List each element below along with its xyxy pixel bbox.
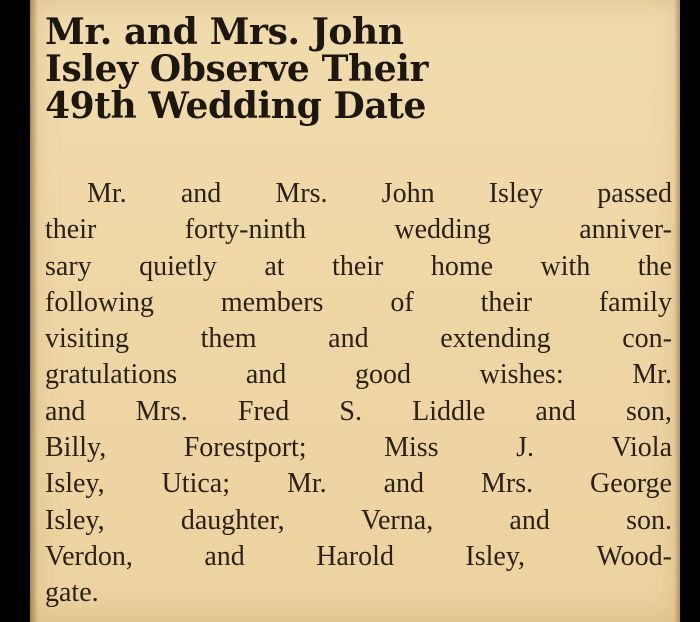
body-word: and — [383, 468, 425, 500]
body-word: and — [509, 504, 550, 536]
body-word: son, — [626, 395, 672, 427]
body-line — [45, 212, 672, 248]
body-word: visiting — [45, 323, 130, 355]
body-line — [45, 249, 672, 285]
body-word: Wood- — [596, 540, 672, 572]
body-word: John — [381, 178, 435, 209]
body-word: good — [354, 359, 411, 391]
headline-line-1: Mr. and Mrs. John — [45, 11, 404, 53]
body-word: wishes: — [479, 359, 564, 391]
body-word: gate. — [45, 577, 99, 609]
body-word: extending — [440, 323, 551, 355]
body-word: with — [540, 250, 591, 282]
body-word: forty-ninth — [184, 214, 307, 246]
headline — [45, 11, 665, 127]
newspaper-clipping — [30, 0, 680, 622]
body-word: members — [220, 286, 324, 318]
body-word: Fred — [237, 395, 290, 427]
body-word: Mrs. — [135, 395, 188, 427]
body-word: and — [45, 395, 86, 427]
body-line — [45, 539, 672, 575]
body-word: J. — [516, 432, 534, 464]
body-word: and — [328, 323, 369, 355]
clipping-left-edge — [30, 0, 38, 622]
body-word: their — [480, 286, 532, 318]
body-word: their — [332, 250, 384, 282]
body-word: at — [264, 250, 285, 282]
body-word: quietly — [139, 250, 217, 282]
body-line — [45, 285, 672, 321]
body-word: Isley, — [465, 540, 525, 572]
body-word: and — [535, 395, 576, 427]
headline-line-3: 49th Wedding Date — [45, 85, 427, 127]
body-word: Miss — [384, 432, 439, 464]
body-word: and — [245, 359, 287, 391]
body-line — [45, 575, 672, 611]
body-line — [45, 503, 672, 539]
body-line — [45, 321, 672, 357]
body-word: Forestport; — [183, 432, 307, 464]
body-word: Harold — [316, 540, 394, 572]
body-word: Isley, — [45, 504, 105, 536]
body-line — [45, 357, 672, 393]
body-word: Liddle — [412, 395, 486, 427]
body-word: of — [390, 286, 414, 318]
body-word: Mr. — [87, 178, 127, 209]
body-word: Mrs. — [275, 178, 328, 209]
body-line — [45, 394, 672, 430]
body-word: con- — [622, 323, 672, 355]
body-word: home — [430, 250, 494, 282]
body-word: the — [637, 250, 672, 282]
body-word: following — [45, 286, 154, 318]
body-word: passed — [597, 178, 672, 209]
body-word: daughter, — [180, 504, 285, 536]
body-word: wedding — [394, 214, 491, 246]
clipping-right-edge — [674, 0, 680, 622]
body-word: S. — [339, 395, 362, 427]
body-line — [45, 466, 672, 502]
body-word: Viola — [611, 432, 672, 464]
body-word: and — [180, 178, 222, 209]
article-body — [45, 176, 672, 612]
body-line — [45, 176, 672, 212]
headline-line-2: Isley Observe Their — [45, 48, 429, 90]
body-line — [45, 430, 672, 466]
body-word: Mr. — [286, 468, 327, 500]
body-word: Mr. — [632, 359, 672, 391]
body-word: George — [590, 468, 672, 500]
body-word: family — [598, 286, 672, 318]
body-word: Isley — [488, 178, 544, 209]
body-word: them — [200, 323, 257, 355]
body-word: their — [45, 214, 97, 246]
body-word: son. — [626, 504, 672, 536]
body-word: sary — [45, 250, 92, 282]
body-word: Verna, — [360, 504, 434, 536]
body-word: anniver- — [579, 214, 672, 246]
body-word: Mrs. — [480, 468, 534, 500]
body-word: Utica; — [161, 468, 230, 500]
body-word: Verdon, — [45, 540, 133, 572]
body-word: Isley, — [45, 468, 105, 500]
body-word: and — [204, 540, 245, 572]
body-word: Billy, — [45, 432, 107, 464]
body-word: gratulations — [45, 359, 178, 391]
